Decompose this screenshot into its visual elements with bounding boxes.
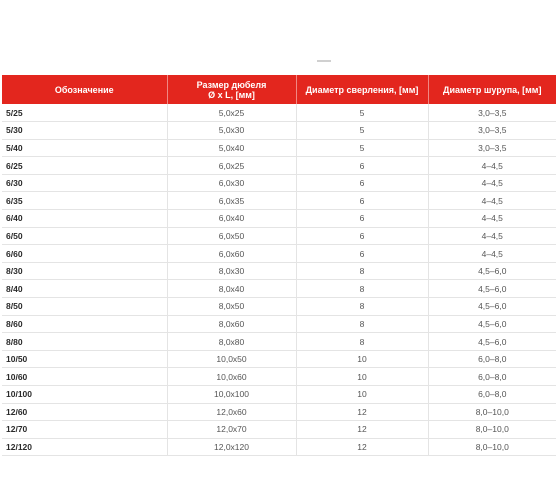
designation-cell: 12/70: [2, 421, 167, 439]
drill-diameter-cell: 6: [296, 192, 428, 210]
table-row: [2, 350, 556, 368]
table-row: [2, 174, 556, 192]
drill-diameter-cell: 10: [296, 386, 428, 404]
dowel-size-cell: 12,0x60: [167, 403, 296, 421]
screw-diameter-cell: 4–4,5: [428, 192, 556, 210]
dowel-size-cell: 6,0x25: [167, 157, 296, 175]
screw-diameter-cell: 3,0–3,5: [428, 104, 556, 122]
designation-cell: 8/80: [2, 333, 167, 351]
drill-diameter-cell: 10: [296, 350, 428, 368]
dowel-size-cell: 12,0x70: [167, 421, 296, 439]
dowel-size-cell: 6,0x50: [167, 227, 296, 245]
designation-cell: 6/30: [2, 174, 167, 192]
table-row: [2, 157, 556, 175]
designation-cell: 8/40: [2, 280, 167, 298]
table-row: [2, 122, 556, 140]
designation-cell: 5/25: [2, 104, 167, 122]
table-header-row: [2, 75, 556, 104]
table-row: [2, 403, 556, 421]
designation-cell: 12/60: [2, 403, 167, 421]
designation-cell: 5/30: [2, 122, 167, 140]
designation-cell: 6/50: [2, 227, 167, 245]
screw-diameter-cell: 4,5–6,0: [428, 333, 556, 351]
screw-diameter-cell: 4–4,5: [428, 245, 556, 263]
drill-diameter-cell: 8: [296, 262, 428, 280]
drill-diameter-cell: 12: [296, 438, 428, 456]
table-row: [2, 421, 556, 439]
table-row: [2, 262, 556, 280]
drill-diameter-cell: 12: [296, 421, 428, 439]
table-row: [2, 104, 556, 122]
header-label: Размер дюбеля: [196, 79, 267, 90]
drill-diameter-cell: 5: [296, 104, 428, 122]
designation-cell: 8/60: [2, 315, 167, 333]
drill-diameter-cell: 6: [296, 227, 428, 245]
dowel-size-cell: 8,0x80: [167, 333, 296, 351]
screw-diameter-cell: 8,0–10,0: [428, 403, 556, 421]
dowel-size-cell: 5,0x30: [167, 122, 296, 140]
table-row: [2, 333, 556, 351]
table-row: [2, 210, 556, 228]
screw-diameter-cell: 4,5–6,0: [428, 298, 556, 316]
designation-cell: 10/100: [2, 386, 167, 404]
header-label-line2: Ø x L, [мм]: [208, 89, 255, 100]
drill-diameter-cell: 6: [296, 174, 428, 192]
table-row: [2, 245, 556, 263]
table-row: [2, 386, 556, 404]
table-row: [2, 368, 556, 386]
decorative-mark: [317, 60, 331, 62]
designation-cell: 6/35: [2, 192, 167, 210]
designation-cell: 5/40: [2, 139, 167, 157]
dowel-size-cell: 6,0x30: [167, 174, 296, 192]
dowel-size-cell: 10,0x60: [167, 368, 296, 386]
dowel-size-cell: 8,0x30: [167, 262, 296, 280]
drill-diameter-cell: 6: [296, 157, 428, 175]
table-row: [2, 192, 556, 210]
screw-diameter-cell: 3,0–3,5: [428, 122, 556, 140]
drill-diameter-cell: 5: [296, 122, 428, 140]
table-row: [2, 227, 556, 245]
drill-diameter-cell: 6: [296, 210, 428, 228]
screw-diameter-cell: 8,0–10,0: [428, 421, 556, 439]
table-body: [2, 104, 556, 456]
table-row: [2, 139, 556, 157]
designation-cell: 12/120: [2, 438, 167, 456]
header-label: Диаметр сверления, [мм]: [305, 84, 419, 95]
table-row: [2, 280, 556, 298]
designation-cell: 8/30: [2, 262, 167, 280]
screw-diameter-cell: 6,0–8,0: [428, 350, 556, 368]
dowel-size-cell: 8,0x40: [167, 280, 296, 298]
drill-diameter-cell: 8: [296, 315, 428, 333]
table-row: [2, 298, 556, 316]
header-screw-diameter: [428, 75, 556, 104]
screw-diameter-cell: 4,5–6,0: [428, 315, 556, 333]
screw-diameter-cell: 4,5–6,0: [428, 280, 556, 298]
designation-cell: 6/40: [2, 210, 167, 228]
screw-diameter-cell: 4–4,5: [428, 174, 556, 192]
drill-diameter-cell: 8: [296, 333, 428, 351]
dowel-size-cell: 10,0x50: [167, 350, 296, 368]
drill-diameter-cell: 5: [296, 139, 428, 157]
screw-diameter-cell: 4–4,5: [428, 157, 556, 175]
screw-diameter-cell: 8,0–10,0: [428, 438, 556, 456]
drill-diameter-cell: 8: [296, 298, 428, 316]
dowel-size-cell: 5,0x25: [167, 104, 296, 122]
dowel-size-cell: 12,0x120: [167, 438, 296, 456]
dowel-size-cell: 8,0x50: [167, 298, 296, 316]
drill-diameter-cell: 8: [296, 280, 428, 298]
drill-diameter-cell: 10: [296, 368, 428, 386]
screw-diameter-cell: 4–4,5: [428, 227, 556, 245]
dowel-size-cell: 10,0x100: [167, 386, 296, 404]
screw-diameter-cell: 3,0–3,5: [428, 139, 556, 157]
dowel-size-cell: 5,0x40: [167, 139, 296, 157]
header-label: Диаметр шурупа, [мм]: [443, 84, 542, 95]
screw-diameter-cell: 4–4,5: [428, 210, 556, 228]
table-row: [2, 315, 556, 333]
dowel-size-cell: 6,0x60: [167, 245, 296, 263]
dowel-spec-table: [2, 75, 556, 456]
designation-cell: 6/25: [2, 157, 167, 175]
drill-diameter-cell: 12: [296, 403, 428, 421]
dowel-size-cell: 8,0x60: [167, 315, 296, 333]
screw-diameter-cell: 6,0–8,0: [428, 368, 556, 386]
header-drill-diameter: [296, 75, 428, 104]
designation-cell: 8/50: [2, 298, 167, 316]
drill-diameter-cell: 6: [296, 245, 428, 263]
designation-cell: 10/50: [2, 350, 167, 368]
screw-diameter-cell: 6,0–8,0: [428, 386, 556, 404]
header-dowel-size: [167, 75, 296, 104]
screw-diameter-cell: 4,5–6,0: [428, 262, 556, 280]
header-designation: [2, 75, 167, 104]
dowel-size-cell: 6,0x35: [167, 192, 296, 210]
dowel-size-cell: 6,0x40: [167, 210, 296, 228]
header-label: Обозначение: [54, 84, 114, 95]
designation-cell: 6/60: [2, 245, 167, 263]
table-row: [2, 438, 556, 456]
designation-cell: 10/60: [2, 368, 167, 386]
